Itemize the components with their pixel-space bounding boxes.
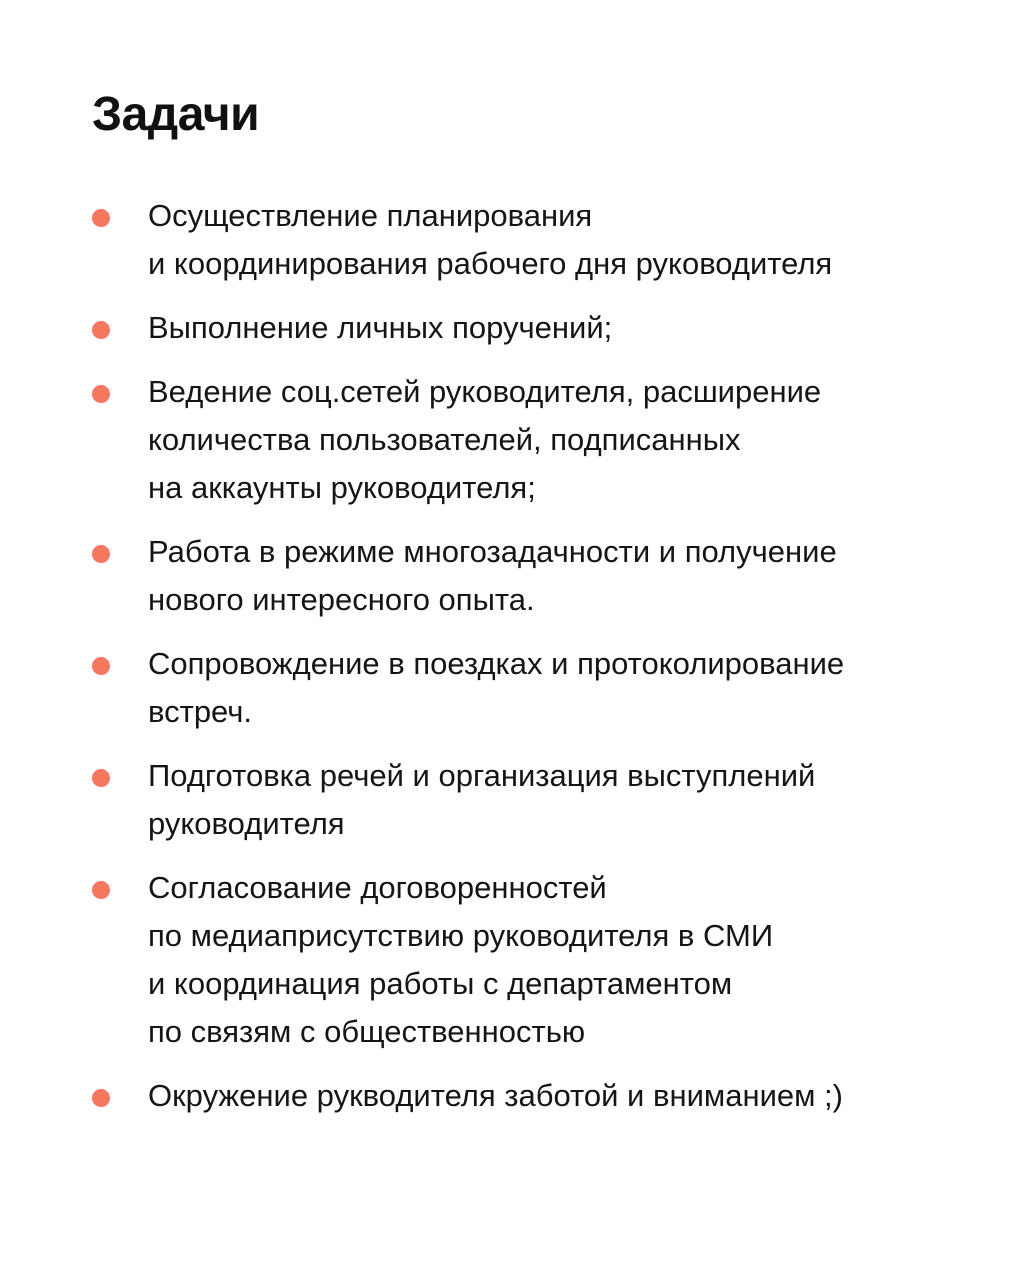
- task-item-8: [92, 1072, 972, 1120]
- task-text: Согласование договоренностей по медиаприсутствию руководителя в СМИ и координация работы с департаментом по связям с общественностью: [148, 870, 774, 1049]
- task-item-5: [92, 640, 972, 736]
- bullet-dot-icon: [92, 1089, 110, 1107]
- task-text: Работа в режиме многозадачности и получение нового интересного опыта.: [148, 534, 837, 617]
- task-text: Осуществление планирования и координирования рабочего дня руководителя: [148, 198, 833, 281]
- task-item-1: [92, 192, 972, 288]
- bullet-dot-icon: [92, 385, 110, 403]
- task-text: Выполнение личных поручений;: [148, 310, 613, 345]
- bullet-dot-icon: [92, 545, 110, 563]
- task-item-4: [92, 528, 972, 624]
- bullet-dot-icon: [92, 657, 110, 675]
- task-item-3: [92, 368, 972, 512]
- task-list: [92, 192, 972, 1136]
- task-text: Сопровождение в поездках и протоколирование встреч.: [148, 646, 845, 729]
- task-text: Подготовка речей и организация выступлений руководителя: [148, 758, 816, 841]
- task-item-2: [92, 304, 972, 352]
- page-title: Задачи: [92, 88, 260, 141]
- task-item-6: [92, 752, 972, 848]
- bullet-dot-icon: [92, 881, 110, 899]
- bullet-dot-icon: [92, 769, 110, 787]
- bullet-dot-icon: [92, 321, 110, 339]
- task-item-7: [92, 864, 972, 1056]
- task-text: Ведение соц.сетей руководителя, расширение количества пользователей, подписанных на аккаунты руководителя;: [148, 374, 822, 505]
- bullet-dot-icon: [92, 209, 110, 227]
- task-text: Окружение рукводителя заботой и вниманием ;): [148, 1078, 843, 1113]
